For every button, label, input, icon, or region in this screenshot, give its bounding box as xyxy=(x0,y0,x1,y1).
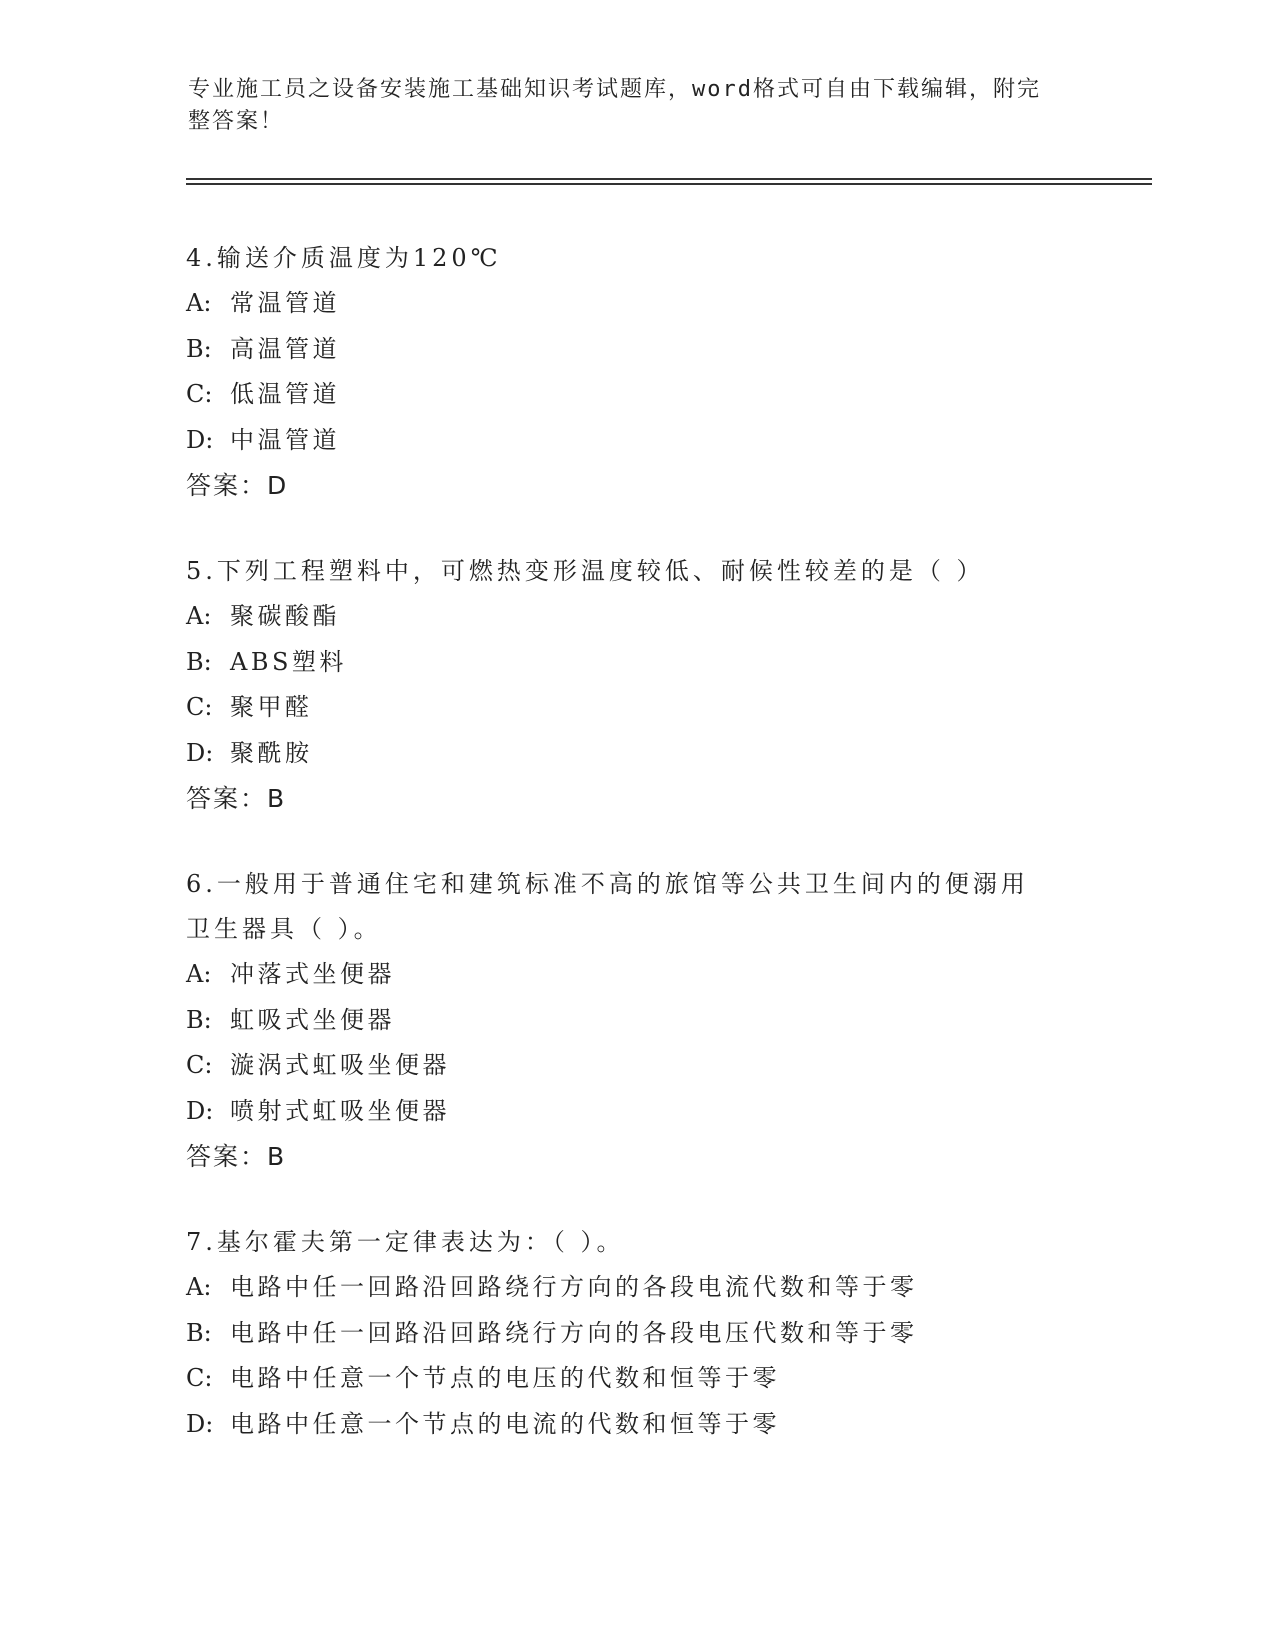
option-c[interactable] xyxy=(186,1043,1086,1089)
question-stem-line-1: 6.一般用于普通住宅和建筑标准不高的旅馆等公共卫生间内的便溺用 xyxy=(186,870,1029,898)
option-letter: A: xyxy=(186,289,212,317)
question-stem: 7.基尔霍夫第一定律表达为：（ ）。 xyxy=(186,1228,625,1256)
option-c[interactable] xyxy=(186,372,1086,418)
option-d[interactable] xyxy=(186,731,1086,777)
option-letter: D: xyxy=(186,738,214,767)
option-letter: A: xyxy=(186,960,212,988)
option-letter: D: xyxy=(186,1409,214,1438)
option-b[interactable] xyxy=(186,998,1086,1044)
option-letter: B: xyxy=(186,647,212,676)
option-letter: C: xyxy=(186,380,213,408)
option-a[interactable] xyxy=(186,281,1086,327)
option-letter: B: xyxy=(186,334,212,363)
header-line-2: 整答案！ xyxy=(188,109,285,134)
option-text: 电路中任一回路沿回路绕行方向的各段电压代数和等于零 xyxy=(230,1318,918,1347)
option-letter: A: xyxy=(186,1273,212,1301)
question-list xyxy=(186,236,1086,1488)
option-text: 喷射式虹吸坐便器 xyxy=(230,1096,450,1125)
option-letter: D: xyxy=(186,1096,214,1125)
option-text: ABS塑料 xyxy=(230,647,347,676)
option-text: 常温管道 xyxy=(230,289,340,317)
question-stem: 4.输送介质温度为120℃ xyxy=(186,244,502,272)
option-text: 电路中任意一个节点的电压的代数和恒等于零 xyxy=(230,1364,780,1392)
option-text: 聚甲醛 xyxy=(230,693,313,721)
option-b[interactable] xyxy=(186,327,1086,373)
option-a[interactable] xyxy=(186,1265,1086,1311)
option-letter: A: xyxy=(186,602,212,630)
option-letter: C: xyxy=(186,1051,213,1079)
option-text: 电路中任意一个节点的电流的代数和恒等于零 xyxy=(230,1409,780,1438)
option-letter: D: xyxy=(186,425,214,454)
header-divider-bottom xyxy=(186,183,1152,185)
option-text: 高温管道 xyxy=(230,334,340,363)
option-text: 聚酰胺 xyxy=(230,738,313,767)
option-d[interactable] xyxy=(186,1402,1086,1448)
option-letter: C: xyxy=(186,1364,213,1392)
option-d[interactable] xyxy=(186,418,1086,464)
option-b[interactable] xyxy=(186,1311,1086,1357)
option-a[interactable] xyxy=(186,952,1086,998)
answer: 答案：D xyxy=(186,471,289,500)
question-5 xyxy=(186,549,1086,821)
option-letter: B: xyxy=(186,1318,212,1347)
option-a[interactable] xyxy=(186,594,1086,640)
header-line-1: 专业施工员之设备安装施工基础知识考试题库，word格式可自由下载编辑，附完 xyxy=(188,77,1041,102)
question-6 xyxy=(186,862,1086,1179)
question-7 xyxy=(186,1220,1086,1447)
header-divider-top xyxy=(186,178,1152,180)
answer: 答案：B xyxy=(186,1142,287,1171)
option-letter: B: xyxy=(186,1005,212,1034)
option-letter: C: xyxy=(186,693,213,721)
question-stem: 5.下列工程塑料中，可燃热变形温度较低、耐候性较差的是（ ） xyxy=(186,557,985,585)
option-c[interactable] xyxy=(186,1356,1086,1402)
answer: 答案：B xyxy=(186,784,287,813)
option-text: 虹吸式坐便器 xyxy=(230,1005,395,1034)
option-text: 低温管道 xyxy=(230,380,340,408)
question-stem-line-2: 卫生器具（ ）。 xyxy=(186,915,382,943)
option-text: 冲落式坐便器 xyxy=(230,960,395,988)
option-text: 漩涡式虹吸坐便器 xyxy=(230,1051,450,1079)
option-c[interactable] xyxy=(186,685,1086,731)
document-header xyxy=(188,74,1068,138)
option-text: 中温管道 xyxy=(230,425,340,454)
option-text: 聚碳酸酯 xyxy=(230,602,340,630)
option-b[interactable] xyxy=(186,640,1086,686)
question-4 xyxy=(186,236,1086,508)
option-text: 电路中任一回路沿回路绕行方向的各段电流代数和等于零 xyxy=(230,1273,918,1301)
option-d[interactable] xyxy=(186,1089,1086,1135)
